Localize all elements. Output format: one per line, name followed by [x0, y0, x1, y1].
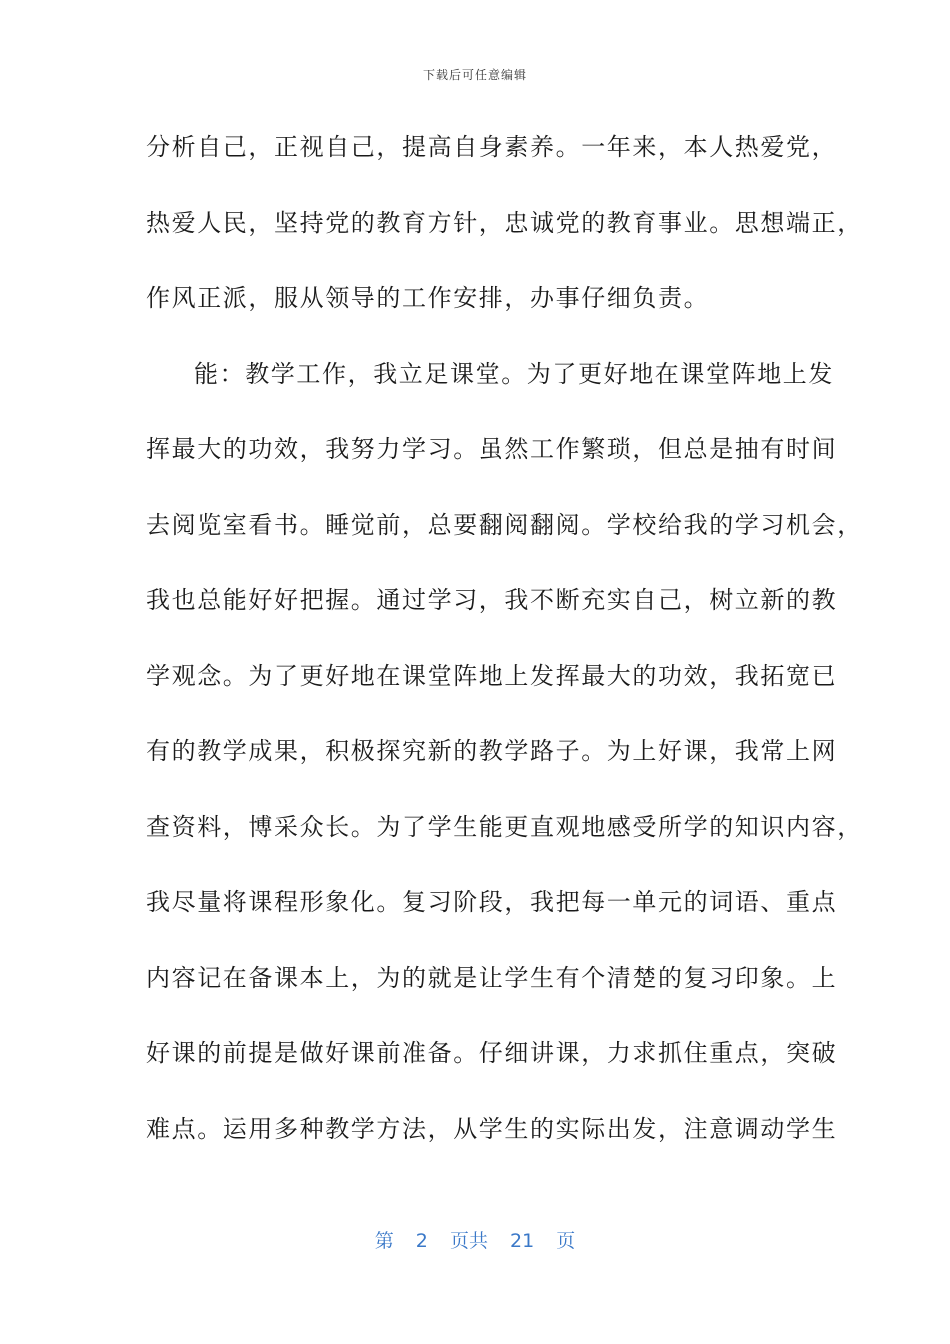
paragraph-line: 查资料，博采众长。为了学生能更直观地感受所学的知识内容，	[146, 812, 863, 841]
paragraph-line: 作风正派，服从领导的工作安排，办事仔细负责。	[146, 284, 710, 312]
paragraph-line: 内容记在备课本上，为的就是让学生有个清楚的复习印象。上	[146, 963, 838, 992]
paragraph-line: 学观念。为了更好地在课堂阵地上发挥最大的功效，我拓宽已	[146, 661, 838, 690]
paragraph-line: 挥最大的功效，我努力学习。虽然工作繁琐，但总是抽有时间	[146, 435, 838, 463]
footer-prefix: 第	[374, 1230, 394, 1252]
paragraph-line: 热爱人民，坚持党的教育方针，忠诚党的教育事业。思想端正，	[146, 208, 863, 237]
paragraph-line: 难点。运用多种教学方法，从学生的实际出发，注意调动学生	[146, 1114, 838, 1143]
page-number-footer	[0, 1226, 950, 1253]
paragraph-line: 我也总能好好把握。通过学习，我不断充实自己，树立新的教	[146, 586, 838, 614]
paragraph-line: 好课的前提是做好课前准备。仔细讲课，力求抓住重点，突破	[146, 1039, 838, 1067]
paragraph-line: 有的教学成果，积极探究新的教学路子。为上好课，我常上网	[146, 737, 838, 765]
paragraph-line: 去阅览室看书。睡觉前，总要翻阅翻阅。学校给我的学习机会，	[146, 510, 863, 539]
footer-middle: 页共	[449, 1230, 488, 1252]
current-page-number: 2	[415, 1230, 428, 1252]
paragraph-line: 能：教学工作，我立足课堂。为了更好地在课堂阵地上发	[194, 359, 834, 388]
total-page-count: 21	[510, 1230, 535, 1252]
paragraph-line: 分析自己，正视自己，提高自身素养。一年来，本人热爱党，	[146, 133, 838, 161]
footer-suffix: 页	[556, 1230, 576, 1252]
paragraph-line: 我尽量将课程形象化。复习阶段，我把每一单元的词语、重点	[146, 888, 838, 916]
document-body	[146, 124, 863, 1181]
page-header: 下载后可任意编辑	[422, 68, 527, 82]
